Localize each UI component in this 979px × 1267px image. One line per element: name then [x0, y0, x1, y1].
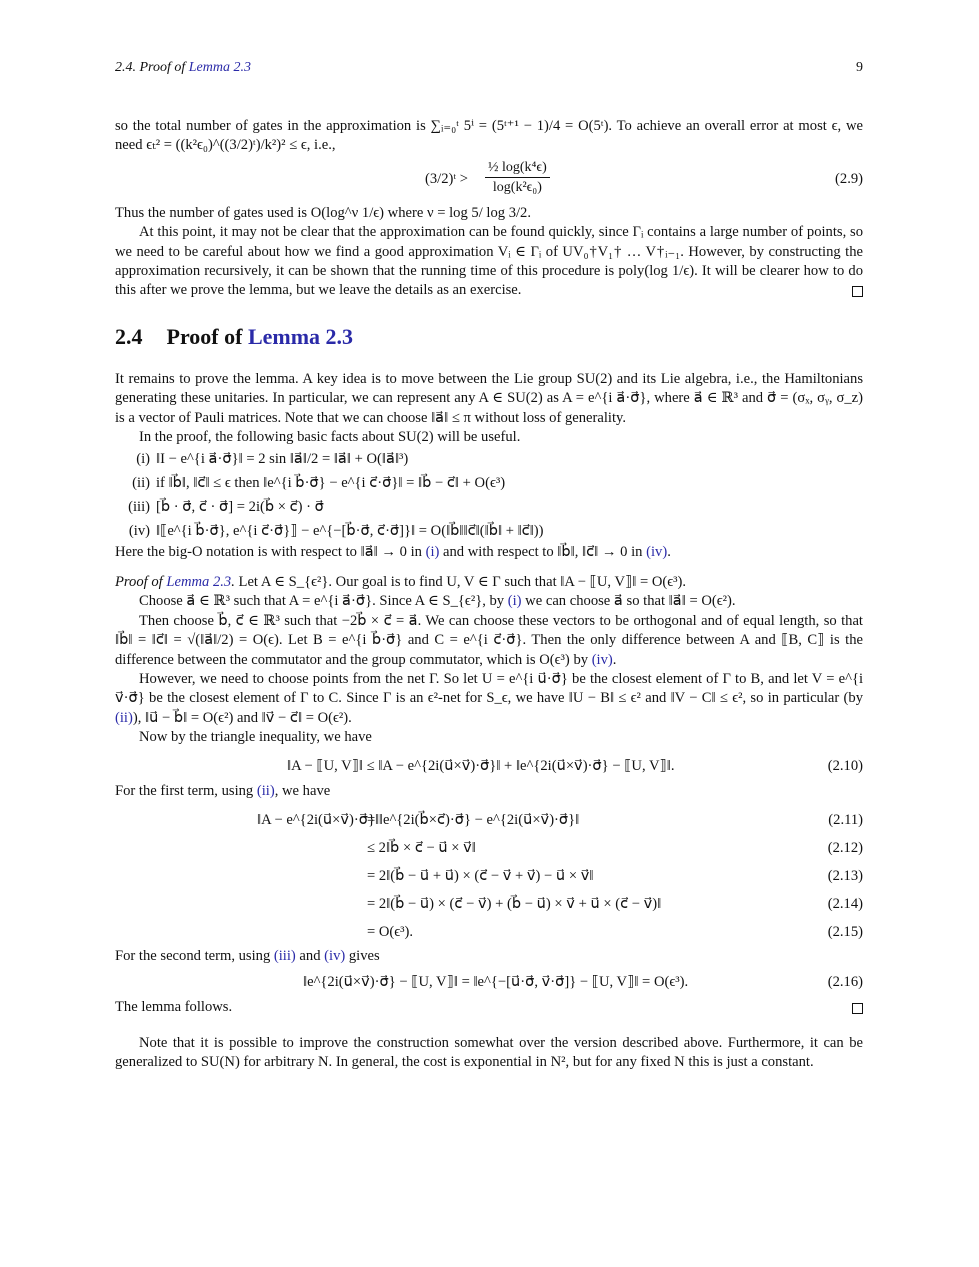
proof-paragraph-6	[115, 782, 863, 801]
proof-paragraph-6-text-b: , we have	[274, 782, 331, 799]
align-tag: (2.14)	[827, 895, 863, 912]
fact-label: (iv)	[128, 523, 150, 540]
section-lemma-link[interactable]: Lemma 2.3	[247, 323, 354, 349]
equation-2-9-fraction	[485, 158, 550, 198]
align-rhs: ≤ 2‖b⃗ × c⃗ − u⃗ × v⃗‖	[367, 839, 476, 856]
equation-2-10	[115, 752, 863, 782]
fact-label: (i)	[136, 451, 150, 468]
big-o-text-a: Here the big-O notation is with respect to ‖a⃗‖ → 0 in	[115, 544, 426, 561]
fact-ii-link[interactable]: (ii)	[115, 709, 133, 726]
proof-paragraph-5: Now by the triangle inequality, we have	[139, 729, 372, 746]
fact-item	[115, 471, 863, 495]
proof-heading	[115, 574, 235, 590]
proof-paragraph-7-text-a: For the second term, using	[115, 947, 274, 964]
align-tag: (2.11)	[828, 811, 863, 828]
align-rhs: = ‖e^{2i(b⃗×c⃗)·σ⃗} − e^{2i(u⃗×v⃗)·σ⃗}‖	[367, 811, 580, 828]
fact-item	[115, 519, 863, 543]
align-tag: (2.13)	[827, 867, 863, 884]
fact-iii-link[interactable]: (iii)	[273, 947, 296, 964]
proof-paragraph-1	[115, 573, 863, 592]
proof-heading-suffix: .	[231, 573, 235, 590]
header-prefix: 2.4. Proof of	[115, 60, 189, 75]
equation-2-10-body: ‖A − ⟦U, V⟧‖ ≤ ‖A − e^{2i(u⃗×v⃗)·σ⃗}‖ + ‖e^{2i(u⃗×v⃗)·σ⃗} − ⟦U, V⟧‖.	[287, 757, 675, 774]
proof-paragraph-4-text-b: ), ‖u⃗ − b⃗‖ = O(ϵ²) and ‖v⃗ − c⃗‖ = O(ϵ²).	[132, 709, 352, 726]
equation-2-16-body: ‖e^{2i(u⃗×v⃗)·σ⃗} − ⟦U, V⟧‖ = ‖e^{−[u⃗·σ⃗, v⃗·σ⃗]} − ⟦U, V⟧‖ = O(ϵ³).	[303, 974, 689, 991]
align-row	[115, 835, 863, 863]
equation-2-9-tag: (2.9)	[835, 170, 863, 187]
proof-paragraph-2-text-b: we can choose a⃗ so that ‖a⃗‖ = O(ϵ²).	[521, 593, 736, 610]
equation-2-16	[115, 966, 863, 998]
fact-iv-link[interactable]: (iv)	[324, 947, 346, 964]
equation-2-9-denominator: log(k²ϵ₀)	[492, 180, 542, 196]
fact-label: (ii)	[132, 475, 150, 492]
fact-item	[115, 495, 863, 519]
fact-iv-link[interactable]: (iv)	[591, 651, 613, 668]
fact-item	[115, 447, 863, 471]
intro-paragraph-3	[115, 223, 863, 301]
fact-ii-link[interactable]: (ii)	[256, 782, 275, 799]
big-o-text-b: and with respect to ‖b⃗‖, ‖c⃗‖ → 0 in	[439, 544, 647, 561]
intro-paragraph-2: Thus the number of gates used is O(log^ν 1/ϵ) where ν = log 5/ log 3/2.	[115, 204, 531, 221]
section-number: 2.4	[115, 323, 143, 349]
header-lemma-link[interactable]: Lemma 2.3	[188, 60, 251, 75]
big-o-text-c: .	[667, 544, 671, 561]
body-paragraph-1: It remains to prove the lemma. A key idea is to move between the Lie group SU(2) and its Lie algebra, i.e., the Hamiltonians generating these unitaries. In particular, we can represent any A ∈ SU(2) as A = e^{i a⃗·σ⃗}, where a⃗ ∈ ℝ³ and σ⃗ = (σₓ, σᵧ, σ_z) is a vector of Pauli matrices. Note that we can choose ‖a⃗‖ ≤ π without loss of generality.	[115, 370, 863, 426]
fact-text: ‖⟦e^{i b⃗·σ⃗}, e^{i c⃗·σ⃗}⟧ − e^{−[b⃗·σ⃗, c⃗·σ⃗]}‖ = O(‖b⃗‖‖c⃗‖(‖b⃗‖ + ‖c⃗‖))	[156, 523, 544, 540]
fact-i-link[interactable]: (i)	[425, 544, 440, 561]
align-row	[115, 919, 863, 947]
intro-paragraph-3-text: At this point, it may not be clear that the approximation can be found quickly, since Γᵢ contains a large number of points, so we need to be careful about how we find a good approximation Vᵢ ∈ Γᵢ of UV₀†V₁† … V†ᵢ₋₁. However, by constructing the approximation recursively, it can be shown that the running time of this procedure is poly(log 1/ϵ). It will be clearer how to do this after we prove the lemma, but we leave the details as an exercise.	[115, 224, 863, 299]
intro-paragraph-1: so the total number of gates in the approximation is ∑ᵢ₌₀ᵗ 5ⁱ = (5ᵗ⁺¹ − 1)/4 = O(5ᵗ). To achieve an overall error at most ϵ, we need ϵₜ² = ((k²ϵ₀)^((3/2)ᵗ)/k²)² ≤ ϵ, i.e.,	[115, 118, 863, 154]
fact-text: [b⃗ · σ⃗, c⃗ · σ⃗] = 2i(b⃗ × c⃗) · σ⃗	[156, 499, 324, 516]
proof-paragraph-4-text-a: However, we need to choose points from the net Γ. So let U = e^{i u⃗·σ⃗} be the closest element of Γ to B, and let V = e^{i v⃗·σ⃗} be the closest element of Γ to C. Since Γ is an ϵ²-net for S_ϵ, we have ‖U − B‖ ≤ ϵ² and ‖V − C‖ ≤ ϵ², so in particular (by	[115, 670, 863, 707]
running-header	[115, 60, 863, 80]
equation-2-9-left: (3/2)ᵗ >	[425, 170, 469, 187]
align-rhs: = 2‖(b⃗ − u⃗) × (c⃗ − v⃗) + (b⃗ − u⃗) × v⃗ + u⃗ × (c⃗ − v⃗)‖	[367, 895, 662, 912]
align-rhs: = O(ϵ³).	[367, 923, 414, 940]
proof-paragraph-3	[115, 612, 863, 670]
proof-heading-prefix: Proof of	[115, 573, 167, 590]
proof-end-text: The lemma follows.	[115, 999, 233, 1016]
proof-paragraph-6-text-a: For the first term, using	[115, 782, 257, 799]
closing-paragraph: Note that it is possible to improve the construction somewhat over the version described above. Furthermore, it can be generalized to SU(N) for arbitrary N. In general, the cost is exponential in N², but for any fixed N this is just a constant.	[115, 1034, 863, 1071]
fact-iv-link[interactable]: (iv)	[646, 544, 668, 561]
facts-list	[115, 447, 863, 543]
fact-label: (iii)	[128, 499, 150, 516]
page	[115, 60, 863, 1073]
proof-paragraph-2-text-a: Choose a⃗ ∈ ℝ³ such that A = e^{i a⃗·σ⃗}. Since A ∈ S_{ϵ²}, by	[139, 593, 508, 610]
align-lhs: ‖A − e^{2i(u⃗×v⃗)·σ⃗}‖	[257, 811, 380, 828]
section-heading	[115, 324, 863, 352]
fact-text: ‖I − e^{i a⃗·σ⃗}‖ = 2 sin ‖a⃗‖/2 = ‖a⃗‖ + O(‖a⃗‖³)	[156, 451, 409, 468]
fact-i-link[interactable]: (i)	[507, 593, 522, 610]
qed-box-icon	[852, 286, 863, 297]
proof-paragraph-2	[115, 592, 863, 611]
align-row	[115, 807, 863, 835]
big-o-note	[115, 543, 863, 562]
proof-paragraph-1-text: Let A ∈ S_{ϵ²}. Our goal is to find U, V ∈ Γ such that ‖A − ⟦U, V⟧‖ = O(ϵ³).	[234, 573, 687, 590]
proof-paragraph-4	[115, 670, 863, 728]
align-row	[115, 863, 863, 891]
equation-2-9-numerator: ½ log(k⁴ϵ)	[485, 158, 550, 178]
proof-paragraph-3-text-a: Then choose b⃗, c⃗ ∈ ℝ³ such that −2b⃗ × c⃗ = a⃗. We can choose these vectors to be orthogonal and of equal length, so that ‖b⃗‖ = ‖c⃗‖ = √(‖a⃗‖/2) = O(ϵ). Let B = e^{i b⃗·σ⃗} and C = e^{i c⃗·σ⃗}. Then the only difference between A and ⟦B, C⟧ is the difference between the commutator and the group commutator, which is O(ϵ³) by	[115, 612, 863, 668]
running-header-title	[115, 60, 251, 80]
align-rhs: = 2‖(b⃗ − u⃗ + u⃗) × (c⃗ − v⃗ + v⃗) − u⃗ × v⃗‖	[367, 867, 594, 884]
page-number: 9	[856, 60, 863, 75]
fact-text: if ‖b⃗‖, ‖c⃗‖ ≤ ϵ then ‖e^{i b⃗·σ⃗} − e^{i c⃗·σ⃗}‖ = ‖b⃗ − c⃗‖ + O(ϵ³)	[156, 475, 506, 492]
qed-box-icon	[852, 1003, 863, 1014]
equation-2-16-tag: (2.16)	[827, 974, 863, 991]
proof-paragraph-7	[115, 947, 863, 966]
equation-2-10-tag: (2.10)	[827, 757, 863, 774]
align-row	[115, 891, 863, 919]
equation-2-9	[115, 158, 863, 204]
align-tag: (2.12)	[827, 839, 863, 856]
proof-lemma-link[interactable]: Lemma 2.3	[166, 573, 232, 590]
body-paragraph-2: In the proof, the following basic facts about SU(2) will be useful.	[139, 429, 521, 446]
proof-paragraph-3-text-b: .	[612, 651, 617, 668]
section-title-prefix: Proof of	[166, 323, 248, 349]
proof-paragraph-7-text-b: gives	[345, 947, 380, 964]
proof-paragraph-7-text-mid: and	[295, 947, 325, 964]
align-tag: (2.15)	[827, 923, 863, 940]
proof-end	[115, 998, 863, 1017]
